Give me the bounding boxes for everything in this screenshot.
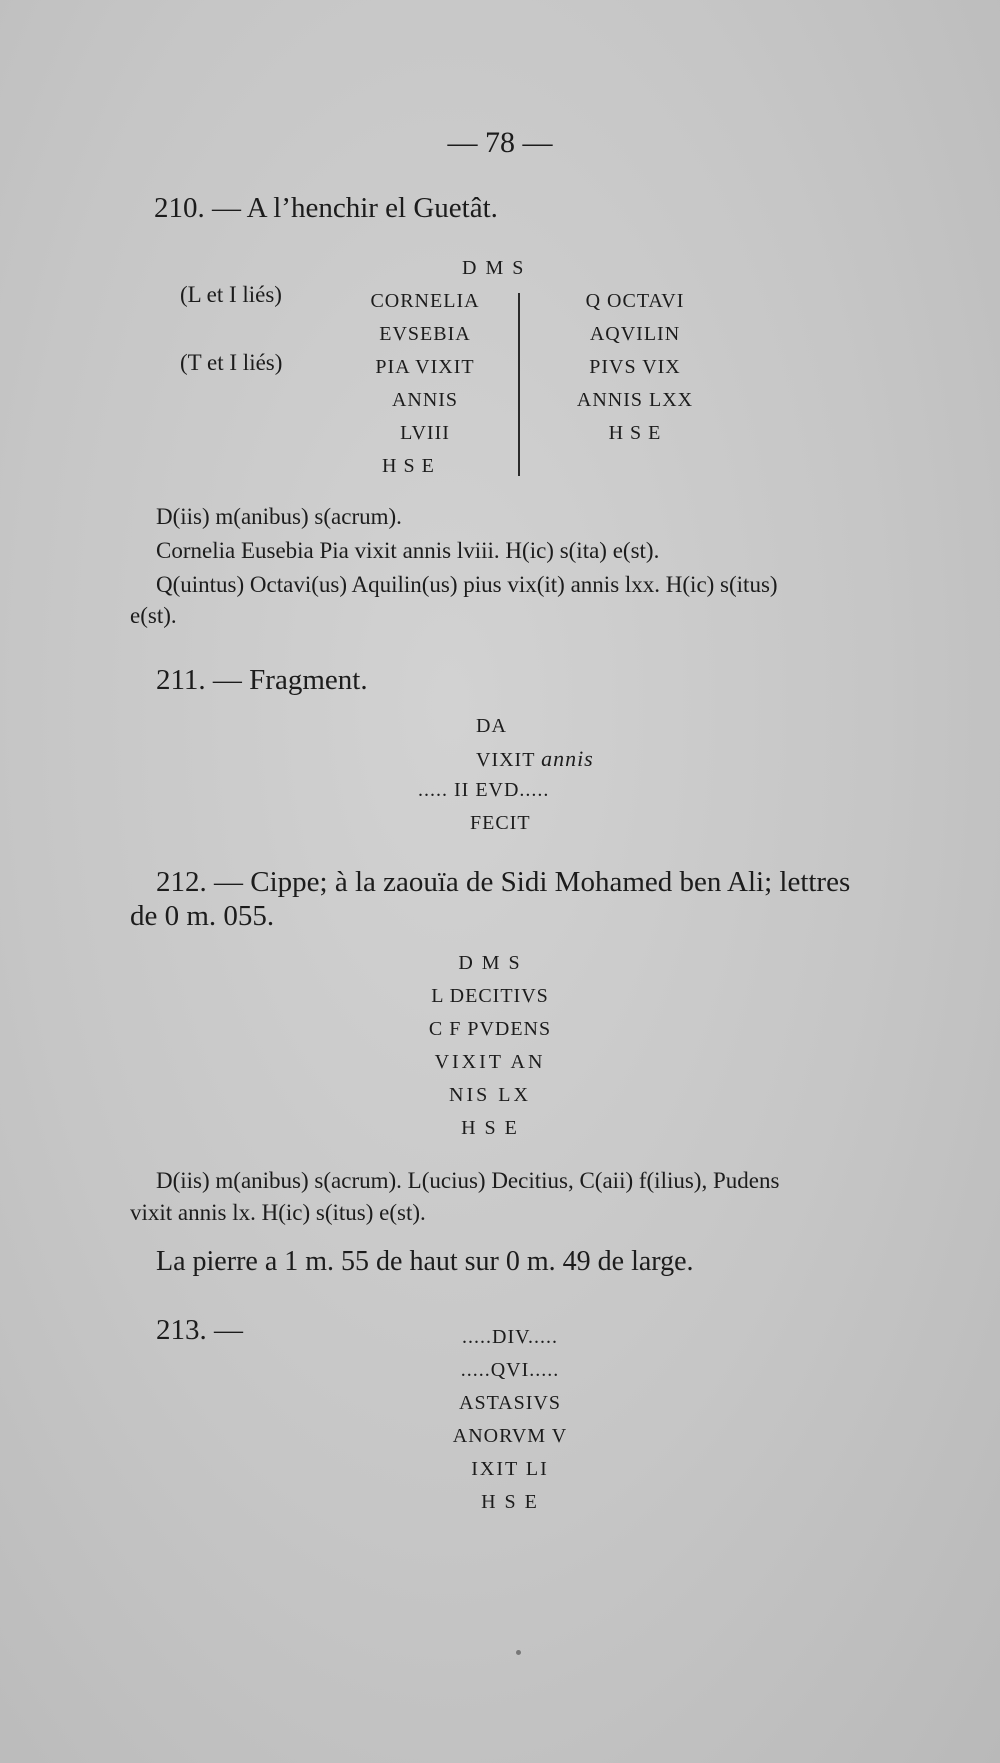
- inscription-line: EVSEBIA: [379, 323, 471, 345]
- entry-211-heading: 211. — Fragment.: [156, 664, 368, 696]
- entry-210-note-ligature-l-i: (L et I liés): [180, 282, 282, 307]
- inscription-line: IXIT LI: [471, 1458, 549, 1480]
- inscription-line: PIA VIXIT: [375, 356, 475, 378]
- entry-210-transcription-line: e(st).: [130, 603, 177, 628]
- entry-212-transcription-line: vixit annis lx. H(ic) s(itus) e(st).: [130, 1200, 426, 1225]
- page-number: — 78 —: [447, 126, 553, 159]
- inscription-line: .....QVI.....: [460, 1359, 560, 1381]
- entry-212-inscription: [400, 952, 580, 1150]
- entry-210-left-inscription: [340, 290, 510, 488]
- entry-211-line: [476, 746, 594, 772]
- inscription-line: C F PVDENS: [428, 1018, 552, 1040]
- entry-210-note-ligature-t-i: (T et I liés): [180, 350, 283, 375]
- entry-213-heading: 213. —: [156, 1314, 243, 1346]
- inscription-text: VIXIT: [476, 749, 542, 771]
- inscription-line: ASTASIVS: [459, 1392, 561, 1414]
- inscription-line: CORNELIA: [370, 290, 480, 312]
- entry-210-transcription-line: Cornelia Eusebia Pia vixit annis lviii. H(ic) s(ita) e(st).: [156, 538, 660, 563]
- paper-speck: [516, 1650, 521, 1655]
- inscription-line: PIVS VIX: [589, 356, 681, 378]
- inscription-line: .....DIV.....: [462, 1326, 558, 1348]
- inscription-divider-line: [518, 293, 520, 476]
- entry-212-heading-line: 212. — Cippe; à la zaouïa de Sidi Mohamed ben Ali; lettres: [156, 866, 851, 898]
- inscription-line: H S E: [608, 422, 662, 444]
- inscription-line: NIS LX: [449, 1084, 531, 1106]
- inscription-line: LVIII: [400, 422, 450, 444]
- inscription-italic-text: annis: [541, 746, 594, 771]
- inscription-line: ANNIS LXX: [576, 389, 694, 411]
- entry-212-dimensions: La pierre a 1 m. 55 de haut sur 0 m. 49 de large.: [156, 1246, 694, 1277]
- entry-210-heading: 210. — A l’henchir el Guetât.: [154, 192, 498, 224]
- entry-212-transcription-line: D(iis) m(anibus) s(acrum). L(ucius) Decitius, C(aii) f(ilius), Pudens: [156, 1168, 780, 1193]
- inscription-line: L DECITIVS: [431, 985, 549, 1007]
- entry-210-transcription-line: Q(uintus) Octavi(us) Aquilin(us) pius vix(it) annis lxx. H(ic) s(itus): [156, 572, 778, 597]
- entry-211-line: DA: [476, 715, 507, 737]
- inscription-line: ANNIS: [391, 389, 459, 411]
- entry-211-line: ..... II EVD.....: [418, 779, 550, 801]
- inscription-line: VIXIT AN: [434, 1051, 546, 1073]
- entry-210-dms: D M S: [462, 257, 526, 279]
- entry-213-inscription: [420, 1326, 600, 1524]
- entry-212-heading-line: de 0 m. 055.: [130, 900, 275, 932]
- inscription-line: ANORVM V: [452, 1425, 568, 1447]
- inscription-line: D M S: [458, 952, 522, 974]
- inscription-line: H S E: [481, 1491, 539, 1513]
- inscription-line: AQVILIN: [589, 323, 681, 345]
- entry-210-transcription-line: D(iis) m(anibus) s(acrum).: [156, 504, 402, 529]
- entry-211-line: FECIT: [470, 812, 531, 834]
- entry-210-right-inscription: [550, 290, 720, 455]
- inscription-line: H S E: [382, 455, 435, 477]
- inscription-line: Q OCTAVI: [585, 290, 685, 312]
- inscription-line: H S E: [461, 1117, 519, 1139]
